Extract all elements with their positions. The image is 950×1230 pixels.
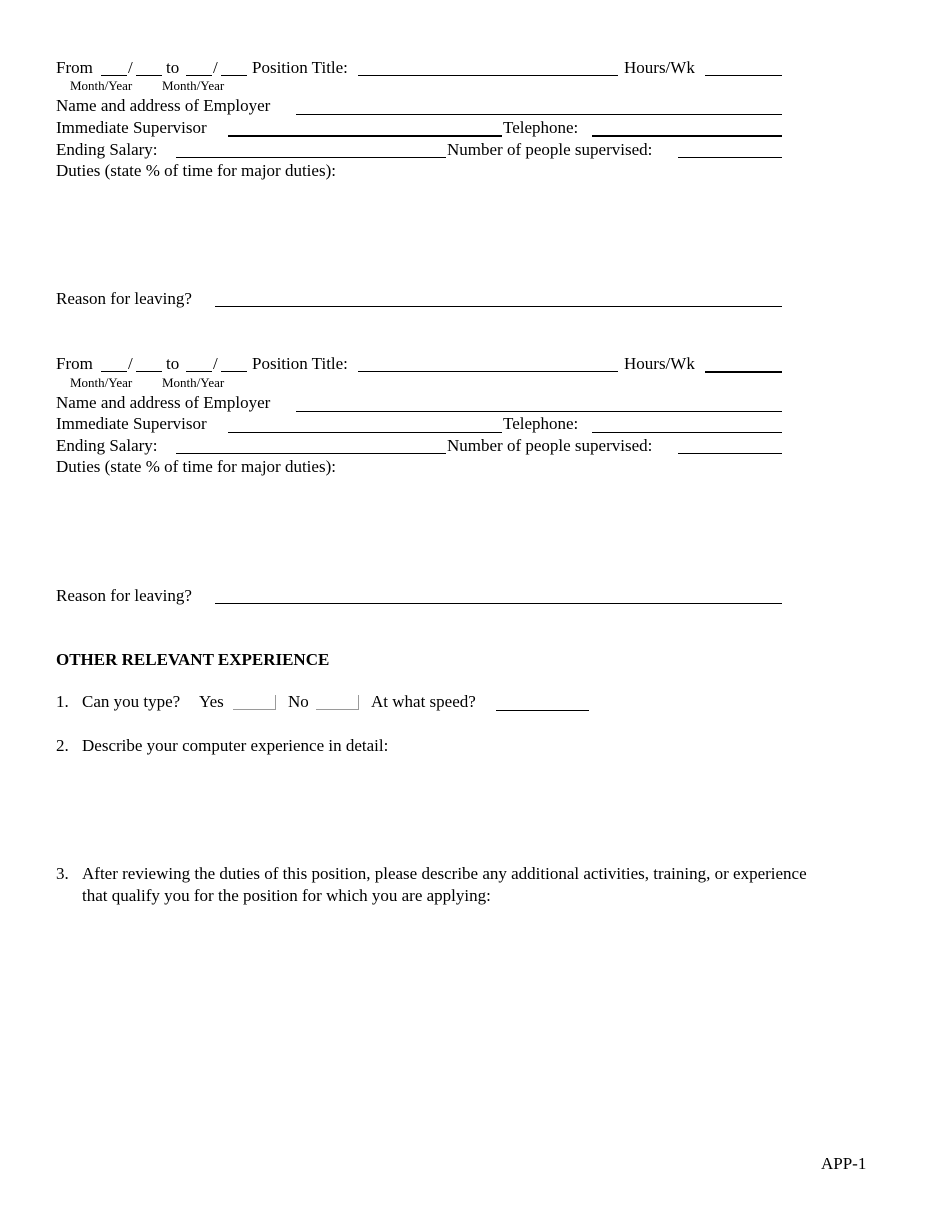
reason-label: Reason for leaving?: [56, 289, 192, 308]
supervised-label: Number of people supervised:: [447, 140, 653, 159]
supervisor-label: Immediate Supervisor: [56, 118, 207, 137]
month-year-hint: Month/Year: [162, 375, 225, 390]
employer-field[interactable]: [296, 114, 782, 115]
hours-field[interactable]: [705, 75, 782, 76]
from-month-field[interactable]: [101, 371, 127, 372]
employer-label: Name and address of Employer: [56, 393, 271, 412]
position-title-field[interactable]: [358, 75, 618, 76]
month-year-hint: Month/Year: [162, 78, 225, 93]
supervised-field[interactable]: [678, 453, 782, 454]
computer-experience-question: Describe your computer experience in detail:: [82, 736, 389, 755]
no-label: No: [288, 692, 309, 711]
to-month-field[interactable]: [186, 371, 212, 372]
reason-field[interactable]: [215, 306, 782, 307]
additional-experience-area[interactable]: [82, 912, 877, 1132]
from-year-field[interactable]: [136, 371, 162, 372]
duties-area[interactable]: [56, 184, 782, 284]
supervisor-label: Immediate Supervisor: [56, 414, 207, 433]
telephone-label: Telephone:: [503, 118, 579, 137]
salary-label: Ending Salary:: [56, 140, 158, 159]
to-slash: /: [213, 354, 218, 373]
employer-label: Name and address of Employer: [56, 96, 271, 115]
duties-area[interactable]: [56, 480, 782, 580]
to-label: to: [166, 354, 180, 373]
duties-label: Duties (state % of time for major duties):: [56, 457, 336, 476]
page-code: APP-1: [821, 1154, 867, 1173]
supervisor-field[interactable]: [228, 432, 502, 433]
telephone-field[interactable]: [592, 135, 782, 137]
to-slash: /: [213, 58, 218, 77]
yes-checkbox[interactable]: [233, 695, 276, 710]
hours-label: Hours/Wk: [624, 354, 695, 373]
salary-field[interactable]: [176, 453, 446, 454]
salary-field[interactable]: [176, 157, 446, 158]
position-title-label: Position Title:: [252, 58, 348, 77]
from-year-field[interactable]: [136, 75, 162, 76]
yes-label: Yes: [199, 692, 224, 711]
duties-label: Duties (state % of time for major duties):: [56, 161, 336, 180]
from-slash: /: [128, 58, 133, 77]
to-month-field[interactable]: [186, 75, 212, 76]
telephone-label: Telephone:: [503, 414, 579, 433]
from-label: From: [56, 58, 93, 77]
to-year-field[interactable]: [221, 75, 247, 76]
typing-question: Can you type?: [82, 692, 181, 711]
hours-field[interactable]: [705, 371, 782, 373]
to-year-field[interactable]: [221, 371, 247, 372]
speed-label: At what speed?: [371, 692, 476, 711]
position-title-label: Position Title:: [252, 354, 348, 373]
question-number: 3.: [56, 864, 69, 883]
speed-field[interactable]: [496, 710, 589, 711]
from-label: From: [56, 354, 93, 373]
computer-experience-area[interactable]: [82, 760, 877, 852]
to-label: to: [166, 58, 180, 77]
reason-field[interactable]: [215, 603, 782, 604]
additional-experience-question: After reviewing the duties of this position, please describe any additional activities, training, or experience: [82, 864, 807, 883]
section-heading: OTHER RELEVANT EXPERIENCE: [56, 650, 330, 669]
supervised-field[interactable]: [678, 157, 782, 158]
from-month-field[interactable]: [101, 75, 127, 76]
month-year-hint: Month/Year: [70, 375, 133, 390]
additional-experience-question-cont: that qualify you for the position for which you are applying:: [82, 886, 491, 905]
supervised-label: Number of people supervised:: [447, 436, 653, 455]
telephone-field[interactable]: [592, 432, 782, 433]
reason-label: Reason for leaving?: [56, 586, 192, 605]
question-number: 2.: [56, 736, 69, 755]
month-year-hint: Month/Year: [70, 78, 133, 93]
position-title-field[interactable]: [358, 371, 618, 372]
from-slash: /: [128, 354, 133, 373]
supervisor-field[interactable]: [228, 135, 502, 137]
salary-label: Ending Salary:: [56, 436, 158, 455]
employer-field[interactable]: [296, 411, 782, 412]
question-number: 1.: [56, 692, 69, 711]
no-checkbox[interactable]: [316, 695, 359, 710]
hours-label: Hours/Wk: [624, 58, 695, 77]
